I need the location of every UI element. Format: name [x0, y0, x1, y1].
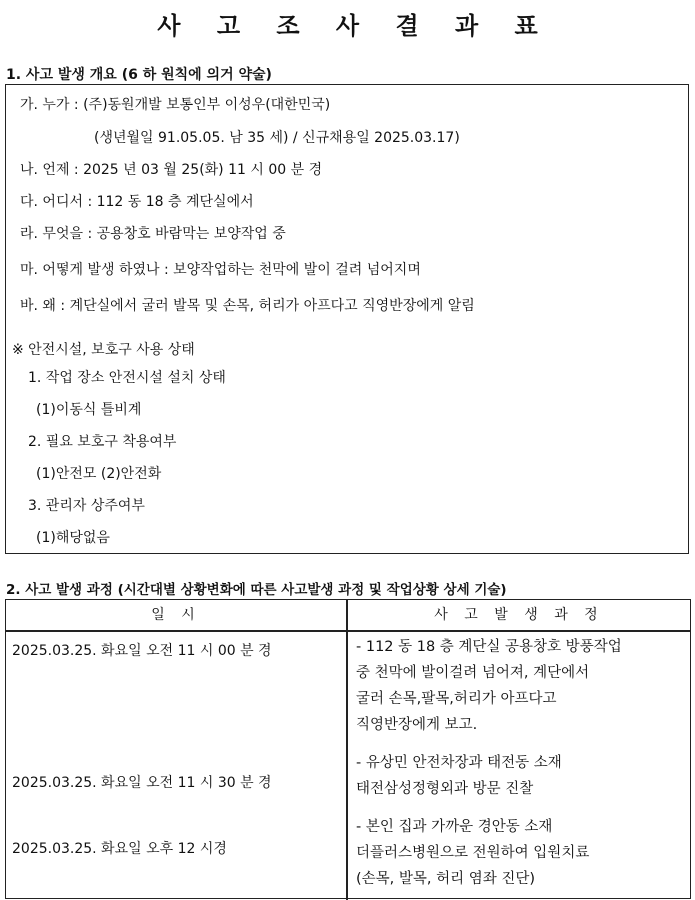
process-table: [5, 599, 691, 899]
row2-process-line: 태전삼성정형외과 방문 진찰: [356, 781, 534, 797]
row1-process-line: 직영반장에게 보고.: [356, 717, 478, 733]
safety-item1-title: 1. 작업 장소 안전시설 설치 상태: [28, 370, 226, 386]
page-title: 사 고 조 사 결 과 표: [157, 12, 552, 40]
safety-item1-value: (1)이동식 틀비계: [36, 402, 142, 418]
section2-heading: 2. 사고 발생 과정 (시간대별 상황변화에 따른 사고발생 과정 및 작업상황 상세 기술): [6, 582, 507, 598]
overview-box: [5, 84, 689, 554]
section1-heading: 1. 사고 발생 개요 (6 하 원칙에 의거 약술): [6, 67, 272, 83]
row2-process-line: - 유상민 안전차장과 태전동 소재: [356, 755, 562, 771]
safety-item2-title: 2. 필요 보호구 착용여부: [28, 434, 177, 450]
row1-date: 2025.03.25. 화요일 오전 11 시 00 분 경: [12, 643, 272, 659]
safety-item3-title: 3. 관리자 상주여부: [28, 498, 145, 514]
safety-item2-value: (1)안전모 (2)안전화: [36, 466, 162, 482]
why-line: 바. 왜 : 계단실에서 굴러 발목 및 손목, 허리가 아프다고 직영반장에게 알림: [20, 298, 475, 314]
column-divider: [346, 600, 348, 900]
row1-process-line: 굴러 손목,팔목,허리가 아프다고: [356, 691, 557, 707]
who-detail-line: (생년월일 91.05.05. 남 35 세) / 신규채용일 2025.03.17): [94, 130, 460, 146]
row2-date: 2025.03.25. 화요일 오전 11 시 30 분 경: [12, 775, 272, 791]
where-line: 다. 어디서 : 112 동 18 층 계단실에서: [20, 194, 254, 210]
row1-process-line: 중 천막에 발이걸려 넘어져, 계단에서: [356, 665, 590, 681]
row3-process-line: (손목, 발목, 허리 염좌 진단): [356, 871, 536, 887]
how-line: 마. 어떻게 발생 하였나 : 보양작업하는 천막에 발이 걸려 넘어지며: [20, 262, 421, 278]
header-divider: [6, 630, 690, 632]
who-line: 가. 누가 : (주)동원개발 보통인부 이성우(대한민국): [20, 97, 331, 113]
col-header-process: 사 고 발 생 과 정: [434, 607, 604, 623]
when-line: 나. 언제 : 2025 년 03 월 25(화) 11 시 00 분 경: [20, 162, 323, 178]
row1-process-line: - 112 동 18 층 계단실 공용창호 방풍작업: [356, 639, 622, 655]
row3-process: [356, 814, 589, 892]
row3-date: 2025.03.25. 화요일 오후 12 시경: [12, 841, 227, 857]
row1-process: [356, 634, 622, 738]
row3-process-line: 더플러스병원으로 전원하여 입원치료: [356, 845, 590, 861]
row2-process: [356, 750, 562, 802]
safety-title: ※ 안전시설, 보호구 사용 상태: [12, 342, 195, 358]
col-header-date: 일 시: [151, 607, 201, 623]
what-line: 라. 무엇을 : 공용창호 바람막는 보양작업 중: [20, 226, 286, 242]
row3-process-line: - 본인 집과 가까운 경안동 소재: [356, 819, 553, 835]
safety-item3-value: (1)해당없음: [36, 530, 110, 546]
